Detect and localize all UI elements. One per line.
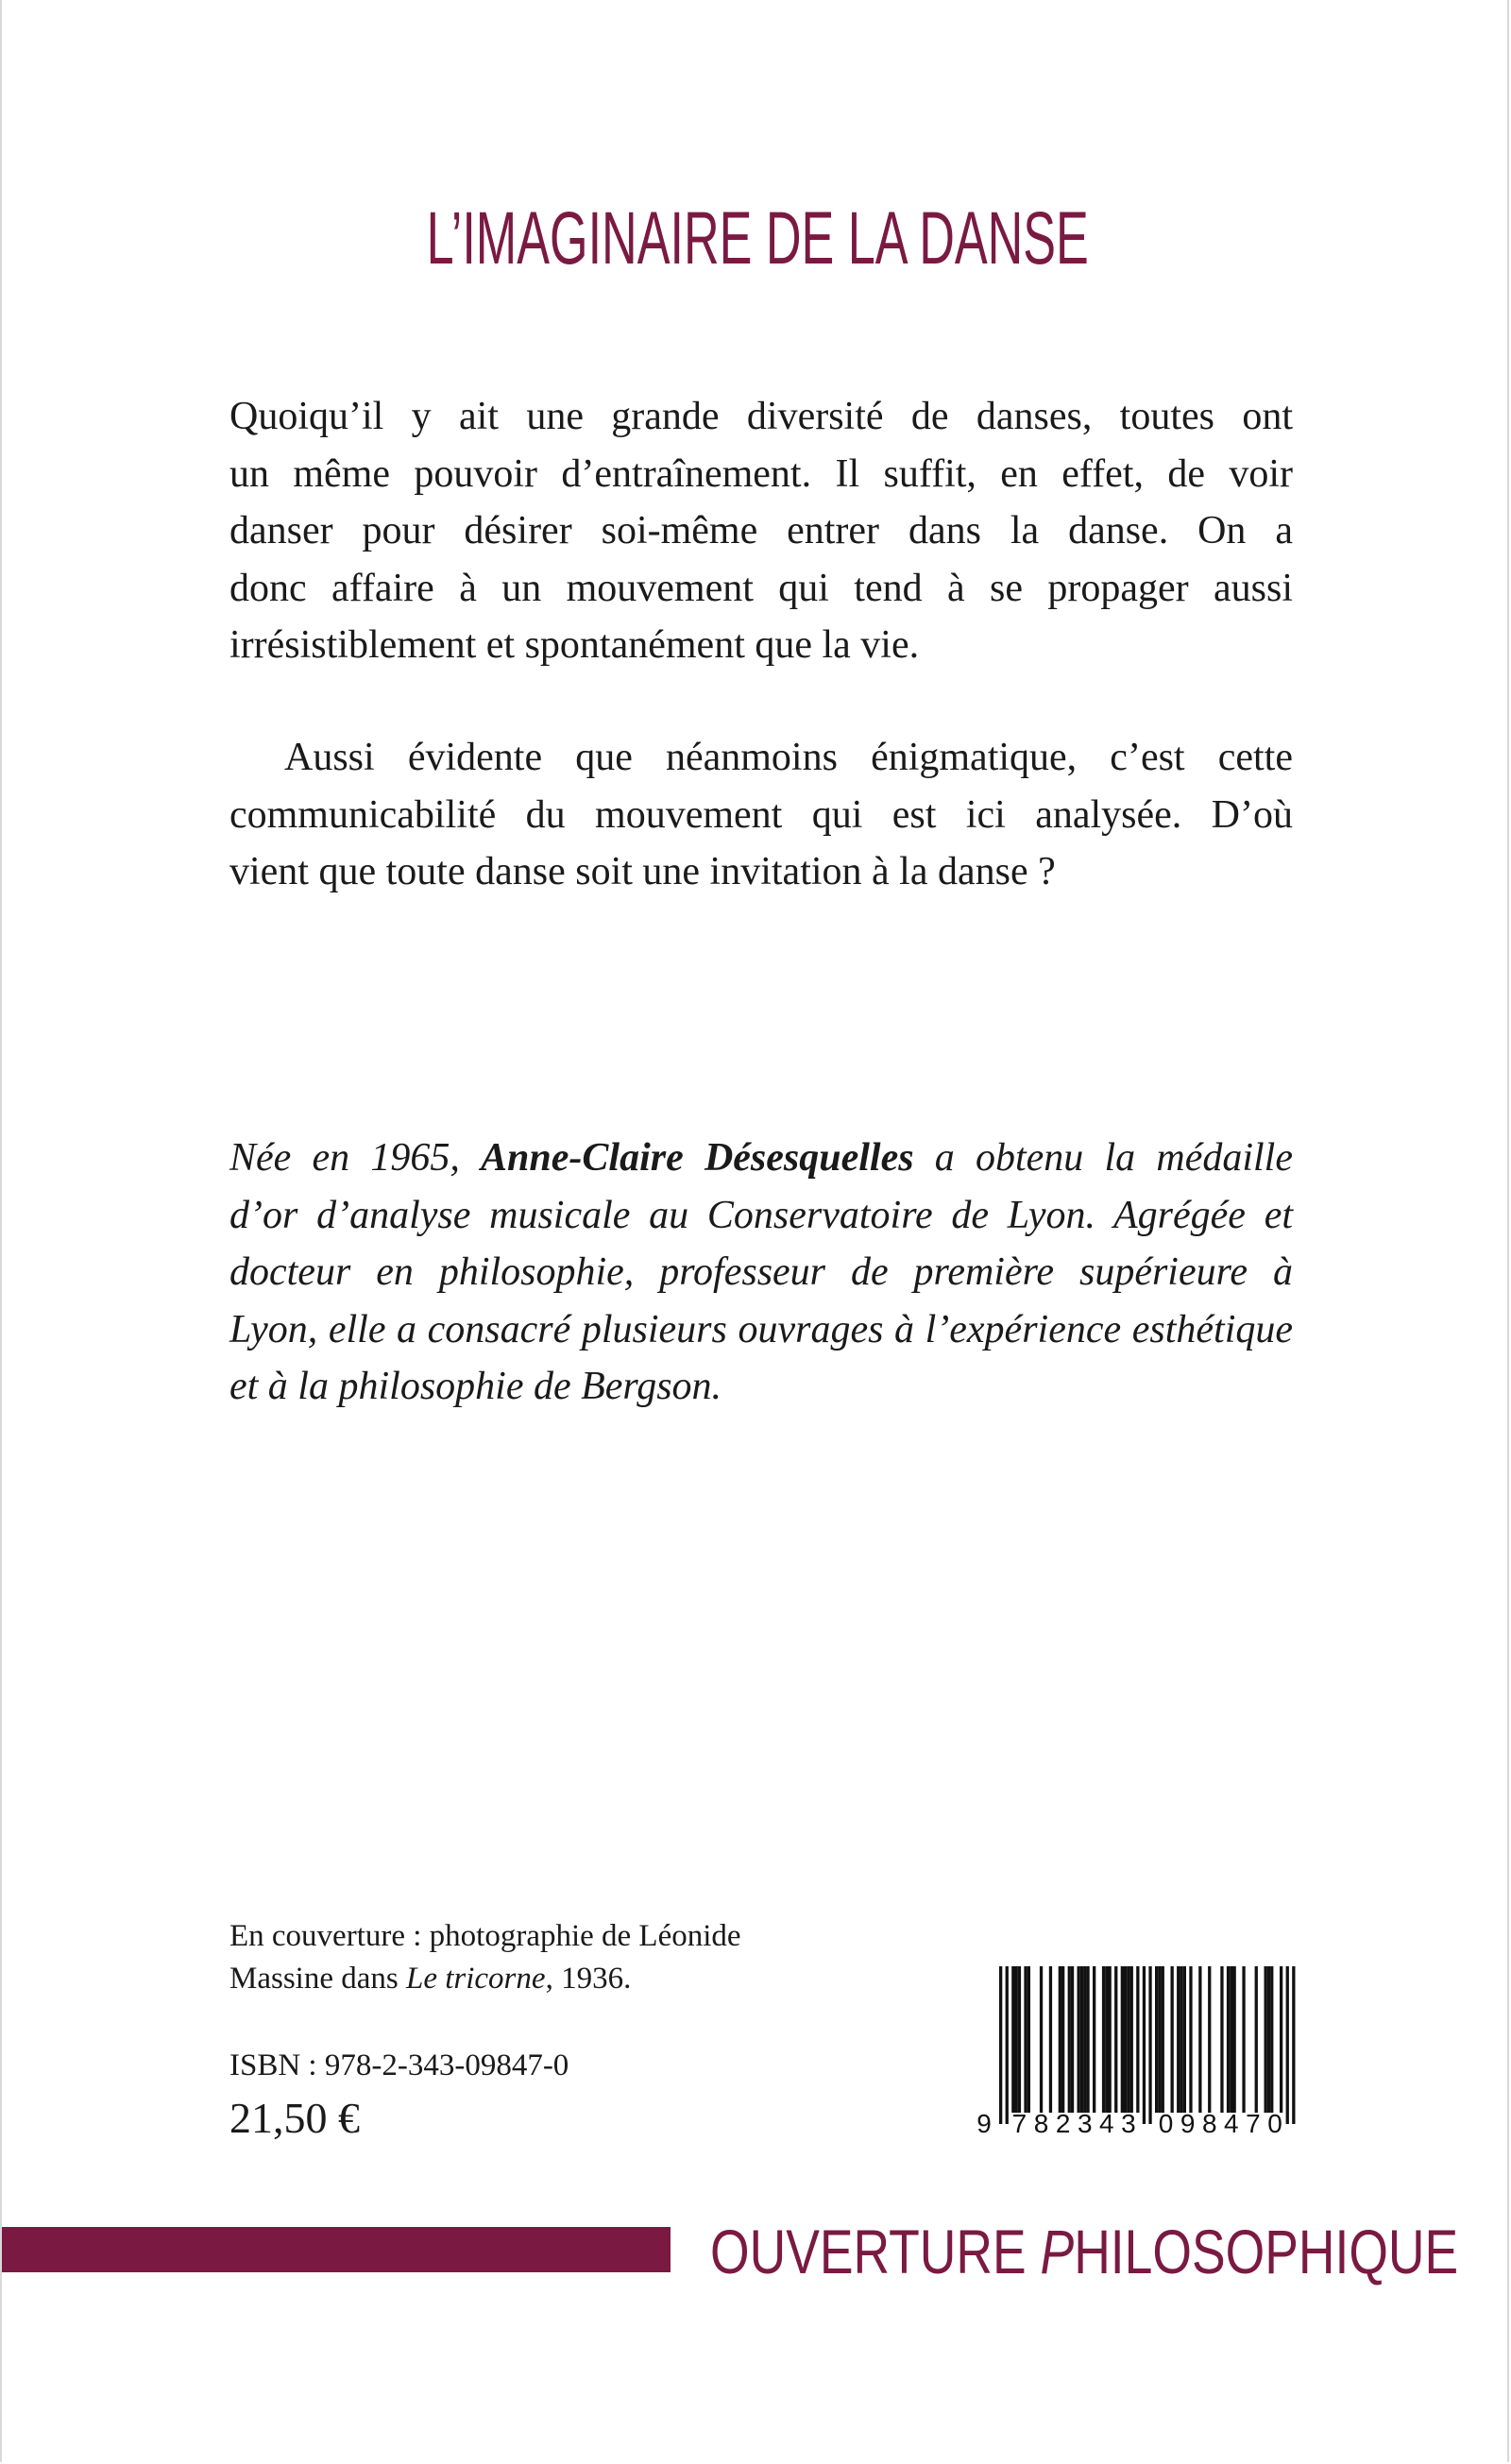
barcode-bar [1180, 1966, 1182, 2113]
text-line: vient que toute danse soit une invitation à la danse ? [229, 850, 1056, 893]
barcode-bar [1162, 1966, 1164, 2113]
barcode-bar [1071, 1966, 1074, 2113]
barcode-bar [1105, 1966, 1108, 2113]
barcode-bar [999, 1966, 1002, 2124]
barcode-bar [1230, 1966, 1232, 2113]
text-line: Quoiqu’il y ait une grande diversité de danses, toutes ont [229, 395, 1293, 438]
bio-text: Née en 1965, [229, 1136, 482, 1180]
barcode-bar [1121, 1966, 1124, 2113]
barcode-bar [1270, 1966, 1273, 2113]
barcode-digit: 0 [1267, 2109, 1282, 2134]
barcode-bar [1068, 1966, 1071, 2113]
barcode-digit: 4 [1099, 2109, 1114, 2134]
barcode-bar [1059, 1966, 1061, 2113]
barcode-bar [1080, 1966, 1083, 2113]
barcode-bar [1006, 1966, 1009, 2124]
series-color-band [2, 2227, 671, 2272]
barcode-digit: 8 [1201, 2109, 1217, 2134]
barcode-bar [1124, 1966, 1127, 2113]
barcode-bar [1171, 1966, 1174, 2113]
barcode-digit: 0 [1158, 2109, 1174, 2134]
barcode-bar [1158, 1966, 1161, 2113]
barcode-bar [1114, 1966, 1117, 2113]
barcode-bar [1286, 1966, 1289, 2124]
text-line: donc affaire à un mouvement qui tend à se propager aussi [229, 566, 1293, 610]
text-line: irrésistiblement et spontanément que la vie. [229, 623, 920, 667]
barcode-bar [1011, 1966, 1014, 2113]
text-line: communicabilité du mouvement qui est ici analysée. D’où [229, 792, 1293, 837]
barcode-bar [1109, 1966, 1112, 2113]
barcode-bar [1130, 1966, 1133, 2113]
barcode-bar [1242, 1966, 1245, 2113]
barcode-bar [1078, 1966, 1080, 2113]
barcode-bar [1049, 1966, 1052, 2113]
barcode-bar [1233, 1966, 1236, 2113]
credit-text: Massine dans [229, 1962, 406, 1996]
summary-paragraph-1 [229, 388, 1293, 674]
barcode-digit: 7 [1246, 2109, 1261, 2134]
barcode-bar [1018, 1966, 1021, 2113]
barcode-bar [1015, 1966, 1018, 2113]
work-title: Le tricorne [405, 1962, 546, 1996]
barcode-bar [1127, 1966, 1129, 2113]
barcode-digit: 7 [1011, 2109, 1027, 2134]
text-line: Lyon, elle a consacré plusieurs ouvrages à l’expérience esthétique [229, 1307, 1293, 1351]
barcode-bar [1093, 1966, 1095, 2113]
credit-text: , 1936. [545, 1962, 632, 1996]
barcode-bar [1183, 1966, 1186, 2113]
text-line: d’or d’analyse musicale au Conservatoire de Lyon. Agrégée et [229, 1193, 1293, 1237]
text-line: docteur en philosophie, professeur de première supérieure à [229, 1250, 1293, 1294]
barcode-digit: 3 [1077, 2109, 1093, 2134]
text-line: un même pouvoir d’entraînement. Il suffit, en effet, de voir [229, 451, 1293, 496]
text-line: danser pour désirer soi-même entrer dans la danse. On a [229, 509, 1293, 552]
barcode-bar [1148, 1966, 1151, 2124]
price: 21,50 € [229, 2094, 360, 2142]
bio-text: a obtenu la médaille [913, 1136, 1293, 1180]
series-part: OUVERTURE [710, 2217, 1041, 2286]
barcode [975, 1964, 1300, 2134]
series-name-text [710, 2216, 1458, 2287]
barcode-bar [1292, 1966, 1295, 2124]
barcode-bar [1267, 1966, 1270, 2113]
author-bio [229, 1130, 1293, 1416]
barcode-bar [1143, 1966, 1146, 2124]
barcode-bar [1280, 1966, 1282, 2113]
isbn: ISBN : 978-2-343-09847-0 [229, 2048, 569, 2082]
barcode-bar [1155, 1966, 1158, 2113]
barcode-bar [1220, 1966, 1223, 2113]
text-line: Aussi évidente que néanmoins énigmatique, c’est cette [284, 736, 1293, 779]
barcode-bar [1102, 1966, 1105, 2113]
text-line [229, 1130, 1293, 1187]
barcode-bar [1040, 1966, 1043, 2113]
cover-credit-line: En couverture : photographie de Léonide [229, 1919, 741, 1953]
barcode-bar [1177, 1966, 1180, 2113]
barcode-bar [1027, 1966, 1030, 2113]
barcode-digit: 4 [1224, 2109, 1239, 2134]
barcode-bar [1265, 1966, 1267, 2113]
barcode-bar [1136, 1966, 1139, 2113]
book-title [2, 195, 1511, 281]
cover-credit [229, 1915, 741, 2000]
barcode-bar [1083, 1966, 1086, 2113]
barcode-digit: 2 [1055, 2109, 1071, 2134]
barcode-bar [1086, 1966, 1089, 2113]
barcode-digit: 9 [1180, 2109, 1196, 2134]
barcode-bar [1198, 1966, 1201, 2113]
cover-credit-line [229, 1958, 741, 2000]
barcode-bar [1024, 1966, 1027, 2113]
summary-paragraph-2 [229, 729, 1293, 901]
author-name: Anne-Claire Désesquelles [481, 1136, 914, 1180]
barcode-bar [1189, 1966, 1192, 2113]
series-part: HILOSOPHIQUE [1074, 2217, 1459, 2286]
barcode-digit: 8 [1033, 2109, 1049, 2134]
series-name [710, 2216, 1511, 2287]
barcode-digit: 3 [1121, 2109, 1136, 2134]
book-title-text: L’IMAGINAIRE DE LA DANSE [426, 195, 1089, 280]
barcode-digit: 9 [976, 2109, 992, 2134]
barcode-bar [1208, 1966, 1211, 2113]
text-line: et à la philosophie de Bergson. [229, 1365, 722, 1408]
barcode-bar [1255, 1966, 1258, 2113]
barcode-bar [1061, 1966, 1064, 2113]
series-part: P [1040, 2217, 1075, 2286]
barcode-bar [1227, 1966, 1230, 2113]
